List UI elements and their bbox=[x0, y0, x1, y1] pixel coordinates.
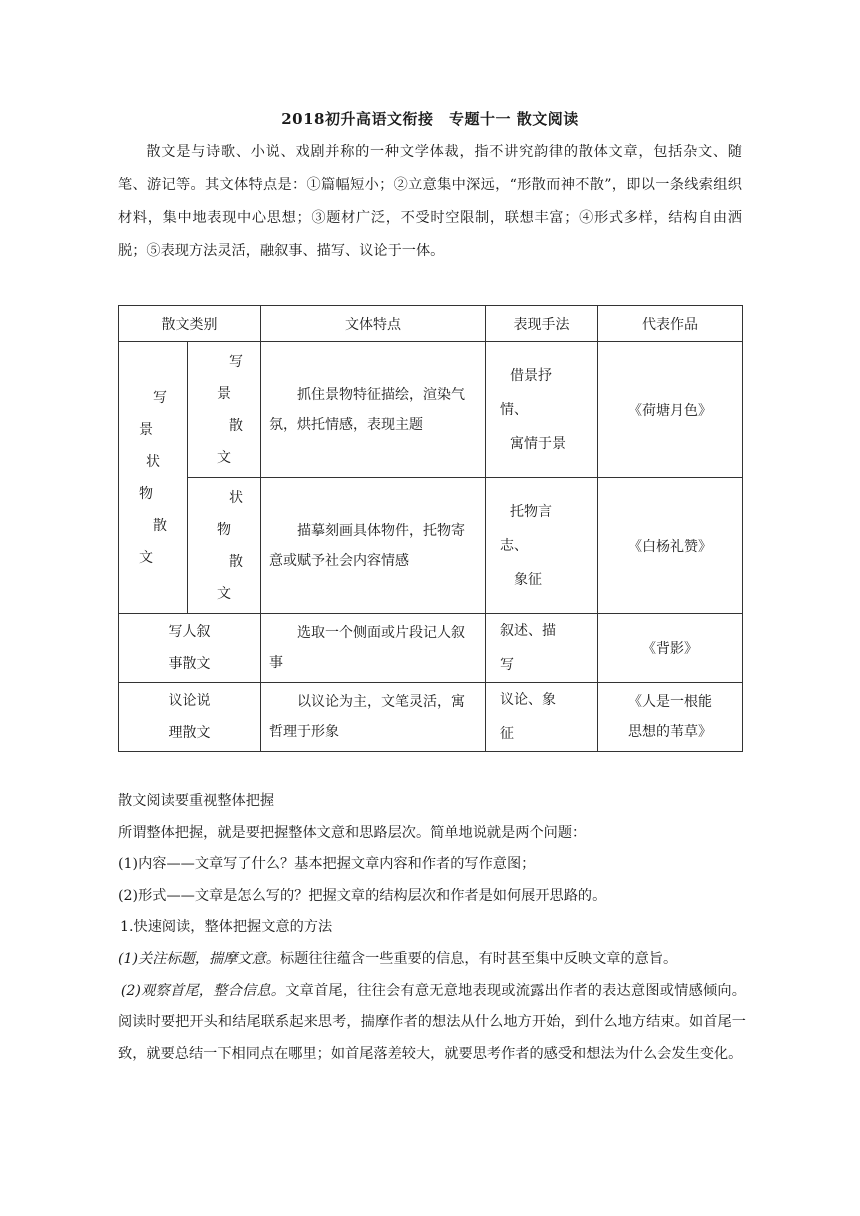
header-feature: 文体特点 bbox=[261, 306, 486, 342]
table-row bbox=[119, 614, 743, 683]
page-title: 2018初升高语文衔接 专题十一 散文阅读 bbox=[281, 110, 579, 128]
table-header-row bbox=[119, 306, 743, 342]
feature-cell: 选取一个侧面或片段记人叙事 bbox=[261, 614, 486, 683]
section-heading: 散文阅读要重视整体把握 bbox=[118, 793, 275, 809]
method-lead: (1)关注标题，揣摩文意。 bbox=[118, 950, 280, 967]
category-cell: 议论说 理散文 bbox=[119, 683, 261, 752]
paragraph: (1)内容——文章写了什么？基本把握文章内容和作者的写作意图； bbox=[118, 856, 536, 873]
feature-cell: 抓住景物特征描绘，渲染气氛，烘托情感，表现主题 bbox=[261, 342, 486, 478]
sub-category-label: 状 物 散 文 bbox=[188, 478, 261, 614]
header-works: 代表作品 bbox=[598, 306, 743, 342]
prose-genre-table bbox=[118, 305, 743, 752]
technique-cell: 托物言 志、 象征 bbox=[486, 478, 598, 614]
header-category: 散文类别 bbox=[119, 306, 261, 342]
works-cell: 《荷塘月色》 bbox=[598, 342, 743, 478]
intro-paragraph: 散文是与诗歌、小说、戏剧并称的一种文学体裁，指不讲究韵律的散体文章，包括杂文、随笔、游记等。其文体特点是：①篇幅短小；②立意集中深远，“形散而神不散”，即以一条线索组织材料，集中地表现中心思想；③题材广泛，不受时空限制，联想丰富；④形式多样，结构自由洒脱；⑤表现方法灵活，融叙事、描写、议论于一体。 bbox=[118, 144, 742, 259]
group-label: 写 景 状 物 散 文 bbox=[119, 342, 188, 614]
works-cell: 《白杨礼赞》 bbox=[598, 478, 743, 614]
paragraph: 所谓整体把握，就是要把握整体文意和思路层次。简单地说就是两个问题： bbox=[118, 824, 587, 841]
table-row bbox=[119, 683, 743, 752]
feature-cell: 描摹刻画具体物件，托物寄意或赋予社会内容情感 bbox=[261, 478, 486, 614]
sub-category-label: 写 景 散 文 bbox=[188, 342, 261, 478]
works-cell: 《人是一根能 思想的苇草》 bbox=[598, 683, 743, 752]
technique-cell: 议论、象 征 bbox=[486, 683, 598, 752]
header-technique: 表现手法 bbox=[486, 306, 598, 342]
technique-cell: 借景抒 情、 寓情于景 bbox=[486, 342, 598, 478]
table-row bbox=[119, 478, 743, 614]
category-cell: 写人叙 事散文 bbox=[119, 614, 261, 683]
table-row bbox=[119, 342, 743, 478]
paragraph: (2)形式——文章是怎么写的？把握文章的结构层次和作者是如何展开思路的。 bbox=[118, 887, 607, 904]
feature-cell: 以议论为主，文笔灵活，寓哲理于形象 bbox=[261, 683, 486, 752]
body-text bbox=[118, 786, 746, 1070]
paragraph: (2)观察首尾，整合信息。文章首尾，往往会有意无意地表现或流露出作者的表达意图或情感倾向。阅读时要把开头和结尾联系起来思考，揣摩作者的想法从什么地方开始，到什么地方结束。如首尾一致，就要总结一下相同点在哪里；如首尾落差较大，就要思考作者的感受和想法为什么会发生变化。 bbox=[118, 982, 746, 1062]
method-lead: (2)观察首尾，整合信息。 bbox=[120, 982, 286, 999]
technique-cell: 叙述、描 写 bbox=[486, 614, 598, 683]
method-heading: 1.快速阅读，整体把握文意的方法 bbox=[120, 919, 333, 936]
works-cell: 《背影》 bbox=[598, 614, 743, 683]
paragraph: (1)关注标题，揣摩文意。标题往往蕴含一些重要的信息，有时甚至集中反映文章的意旨。 bbox=[118, 950, 678, 967]
